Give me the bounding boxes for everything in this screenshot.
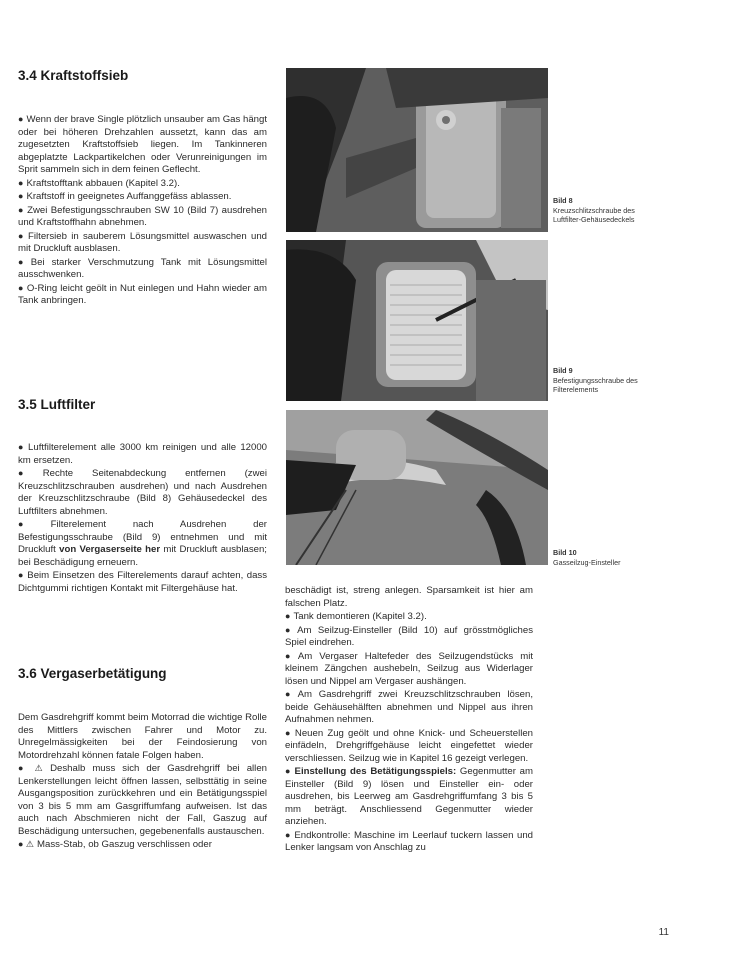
figure-number: Bild 9: [553, 366, 573, 375]
photo-bild-10: [286, 410, 548, 565]
section-title-3-6: 3.6 Vergaserbetätigung: [18, 666, 167, 681]
text-run: Filterelement nach Ausdrehen der Befestigungsschraube (Bild 9) entnehmen und mit Druckluft: [18, 519, 267, 555]
paragraph: ● Wenn der brave Single plötzlich unsauber am Gas hängt oder bei höheren Drehzahlen aussetzt, kann das am zugesetzten Kraftstoffsieb liegen. Im Tankinneren abgeplatzte Lackpartikelchen oder Verunreinigungen im Sprit sammeln sich in dem feinen Geflecht.: [18, 113, 267, 177]
page-number: 11: [658, 927, 669, 938]
paragraph: [18, 518, 267, 569]
paragraph: ● Filtersieb in sauberem Lösungsmittel auswaschen und mit Druckluft ausblasen.: [18, 230, 267, 256]
paragraph: ● Am Seilzug-Einsteller (Bild 10) auf grösstmögliches Spiel eindrehen.: [285, 624, 533, 650]
section-3-5-text: [18, 441, 267, 595]
paragraph: ● Am Vergaser Haltefeder des Seilzugendstücks mit kleinem Zängchen aushebeln, Seilzug aus Widerlager lösen und Nippel am Vergaser aushängen.: [285, 650, 533, 689]
paragraph: ● ⚠ Deshalb muss sich der Gasdrehgriff bei allen Lenkerstellungen leicht öffnen lassen, selbsttätig in seine Ausgangsposition zurückkehren und ein Betätigungsspiel von 3 bis 5 mm am Gasgriffumfang aufweisen. Ist das auch nach Abschmieren nicht der Fall, Gaszug auf Beschädigung untersuchen, gegebenenfalls austauschen.: [18, 762, 267, 838]
paragraph: Dem Gasdrehgriff kommt beim Motorrad die wichtige Rolle des Mittlers zwischen Fahrer und Motor zu. Unregelmässigkeiten bei der Feindosierung von Motordrehzahl können fatale Folgen haben.: [18, 712, 267, 761]
section-3-6-text: [18, 712, 267, 852]
paragraph: ● O-Ring leicht geölt in Nut einlegen und Hahn wieder am Tank anbringen.: [18, 282, 267, 308]
paragraph: ● Neuen Zug geölt und ohne Knick- und Scheuerstellen einfädeln, Drehgriffgehäuse leicht eingefettet wieder verschliessen. Seilzug wie in Kapitel 16 gezeigt verlegen.: [285, 727, 533, 766]
caption-bild-9: [553, 366, 663, 395]
figure-number: Bild 10: [553, 548, 577, 557]
paragraph: ● Endkontrolle: Maschine im Leerlauf tuckern lassen und Lenker langsam von Anschlag zu: [285, 829, 533, 855]
caption-bild-8: [553, 196, 663, 225]
photo-bild-9: [286, 240, 548, 401]
paragraph: [285, 765, 533, 829]
caption-bild-10: [553, 548, 663, 567]
text-run: Gegenmutter am Einsteller (Bild 9) lösen und Einsteller ein- oder ausdrehen, bis Leerweg am Gasdrehgriffumfang 3 bis 5 mm beträgt. Anschliessend Gegenmutter wieder anziehen.: [285, 766, 534, 827]
paragraph: ● Zwei Befestigungsschrauben SW 10 (Bild 7) ausdrehen und Kraftstoffhahn abnehmen.: [18, 204, 267, 230]
paragraph: ● Am Gasdrehgriff zwei Kreuzschlitzschrauben lösen, beide Gehäusehälften abnehmen und Nippel aus ihren Aufnahmen nehmen.: [285, 688, 533, 727]
air-filter-cover-photo: [286, 68, 548, 232]
paragraph: ● ⚠ Mass-Stab, ob Gaszug verschlissen oder: [18, 838, 267, 852]
section-3-4-text: [18, 113, 267, 308]
paragraph: ● Kraftstofftank abbauen (Kapitel 3.2).: [18, 177, 267, 191]
paragraph: ● Bei starker Verschmutzung Tank mit Lösungsmittel ausschwenken.: [18, 256, 267, 282]
paragraph: beschädigt ist, streng anlegen. Sparsamkeit ist hier am falschen Platz.: [285, 585, 533, 609]
section-title-3-5: 3.5 Luftfilter: [18, 397, 96, 412]
filter-element-photo: [286, 240, 548, 401]
paragraph: ● Luftfilterelement alle 3000 km reinigen und alle 12000 km ersetzen.: [18, 441, 267, 467]
figure-caption: Kreuzschlitzschraube des Luftfilter-Gehäusedeckels: [553, 205, 635, 224]
right-column-text: [285, 585, 533, 855]
throttle-cable-adjuster-photo: [286, 410, 548, 565]
paragraph: ● Kraftstoff in geeignetes Auffanggefäss ablassen.: [18, 190, 267, 204]
figure-caption: Befestigungsschraube des Filterelements: [553, 375, 638, 394]
paragraph: ● Beim Einsetzen des Filterelements darauf achten, dass Dichtgummi richtigen Kontakt mit Filtergehäuse hat.: [18, 569, 267, 595]
figure-caption: Gasseilzug-Einsteller: [553, 557, 621, 567]
bold-text: Einstellung des Betätigungsspiels:: [294, 766, 457, 777]
paragraph: ● Tank demontieren (Kapitel 3.2).: [285, 610, 533, 624]
figure-number: Bild 8: [553, 196, 573, 205]
bold-text: von Vergaserseite her: [59, 544, 161, 555]
paragraph: ● Rechte Seitenabdeckung entfernen (zwei Kreuzschlitzschrauben ausdrehen) und nach Ausdrehen der Kreuzschlitzschraube (Bild 8) Gehäusedeckel des Luftfilters abnehmen.: [18, 467, 267, 518]
section-title-3-4: 3.4 Kraftstoffsieb: [18, 68, 129, 83]
text-run: mit Druckluft ausblasen; bei Beschädigung erneuern.: [18, 544, 267, 568]
photo-bild-8: [286, 68, 548, 232]
